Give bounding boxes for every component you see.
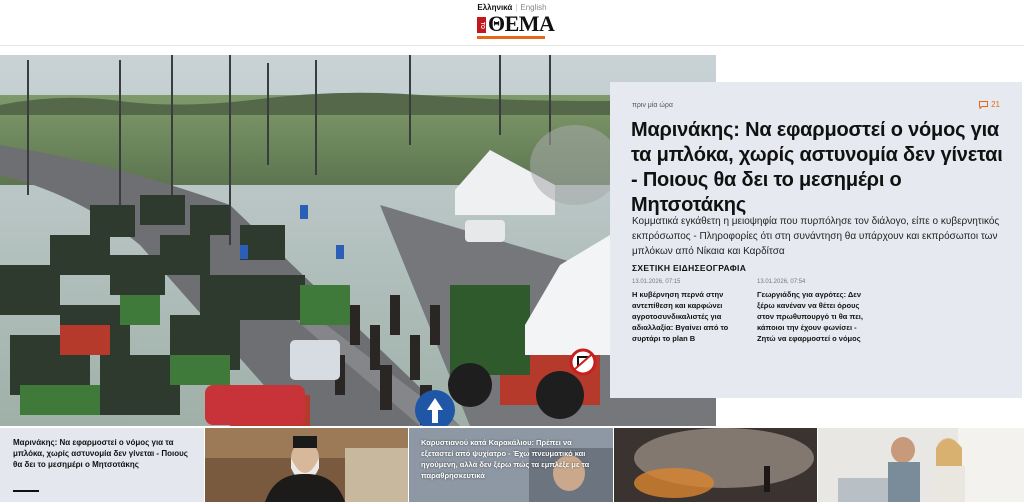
lang-english-link[interactable]: English bbox=[520, 3, 547, 12]
news-tile-title[interactable]: Μαρινάκης: Να εφαρμοστεί ο νόμος για τα μπλόκα, χωρίς αστυνομία δεν γίνεται - Ποιους θα δει το μεσημέρι ο Μητσοτάκης bbox=[13, 438, 188, 469]
related-article[interactable] bbox=[757, 278, 875, 344]
hero-image[interactable] bbox=[0, 55, 716, 426]
comment-icon bbox=[979, 101, 988, 109]
site-logo[interactable] bbox=[477, 11, 555, 39]
comments-count: 21 bbox=[991, 100, 1000, 109]
article-lead: Κομματικά εγκάθετη η μειοψηφία που πυρπόλησε τον διάλογο, είπε ο κυβερνητικός εκπρόσωπος - Πληροφορίες ότι στη συνάντηση θα υπάρχουν και εκπρόσωποι των μπλόκων από Νίκαια και Καρδίτσα bbox=[632, 216, 1000, 257]
logo-underline bbox=[477, 36, 545, 39]
news-tile[interactable] bbox=[409, 428, 613, 502]
site-header bbox=[0, 0, 1024, 46]
main-article-card[interactable] bbox=[610, 82, 1022, 398]
fire-smoke-photo bbox=[614, 428, 817, 502]
patriarch-photo bbox=[205, 428, 408, 502]
progress-indicator bbox=[13, 490, 39, 492]
related-article[interactable] bbox=[632, 278, 750, 344]
related-article-date: 13.01.2026, 07:54 bbox=[757, 279, 806, 285]
news-tile-title[interactable]: Καρυστιανού κατά Καρακάλιου: Πρέπει να εξεταστεί από ψυχίατρο - Έχω πνευματικό και ηγούμενη, αλλά δεν ξέρω πώς τα εμπλέξε με τα παραθρησκευτικά bbox=[421, 438, 590, 480]
logo-word: ΘΕΜΑ bbox=[488, 11, 555, 36]
couple-laptop-photo bbox=[818, 428, 1024, 502]
related-news-heading: ΣΧΕΤΙΚΗ ΕΙΔΗΣΕΟΓΡΑΦΙΑ bbox=[632, 263, 747, 273]
hero-photo-illustration bbox=[0, 55, 716, 426]
comments-link[interactable] bbox=[979, 100, 1000, 109]
bottom-news-strip bbox=[0, 428, 1024, 502]
lang-separator: | bbox=[515, 3, 518, 12]
related-article-title[interactable]: Γεωργιάδης για αγρότες: Δεν ξέρω κανέναν να θέτει όρους στον πρωθυπουργό τι θα πει, κάποιοι την έχουν φωνίσει - Ζητώ να εφαρμοστεί ο νόμος bbox=[757, 290, 863, 343]
related-article-date: 13.01.2026, 07:15 bbox=[632, 279, 681, 285]
news-tile[interactable] bbox=[614, 428, 817, 502]
lang-greek-link[interactable]: Ελληνικά bbox=[477, 3, 513, 12]
news-tile[interactable] bbox=[205, 428, 408, 502]
article-headline[interactable]: Μαρινάκης: Να εφαρμοστεί ο νόμος για τα μπλόκα, χωρίς αστυνομία δεν γίνεται - Ποιους θα δει το μεσημέρι ο Μητσοτάκης bbox=[631, 119, 1003, 216]
related-article-title[interactable]: Η κυβέρνηση περνά στην αντεπίθεση και καρφώνει αγροτοσυνδικαλιστές για αδιαλλαξία: Βγαίνει από το συρτάρι το plan B bbox=[632, 290, 729, 343]
logo-prefix: ΤΟ bbox=[477, 17, 486, 33]
news-tile[interactable] bbox=[818, 428, 1024, 502]
news-tile[interactable] bbox=[0, 428, 204, 502]
article-time: πριν μία ώρα bbox=[632, 102, 673, 109]
